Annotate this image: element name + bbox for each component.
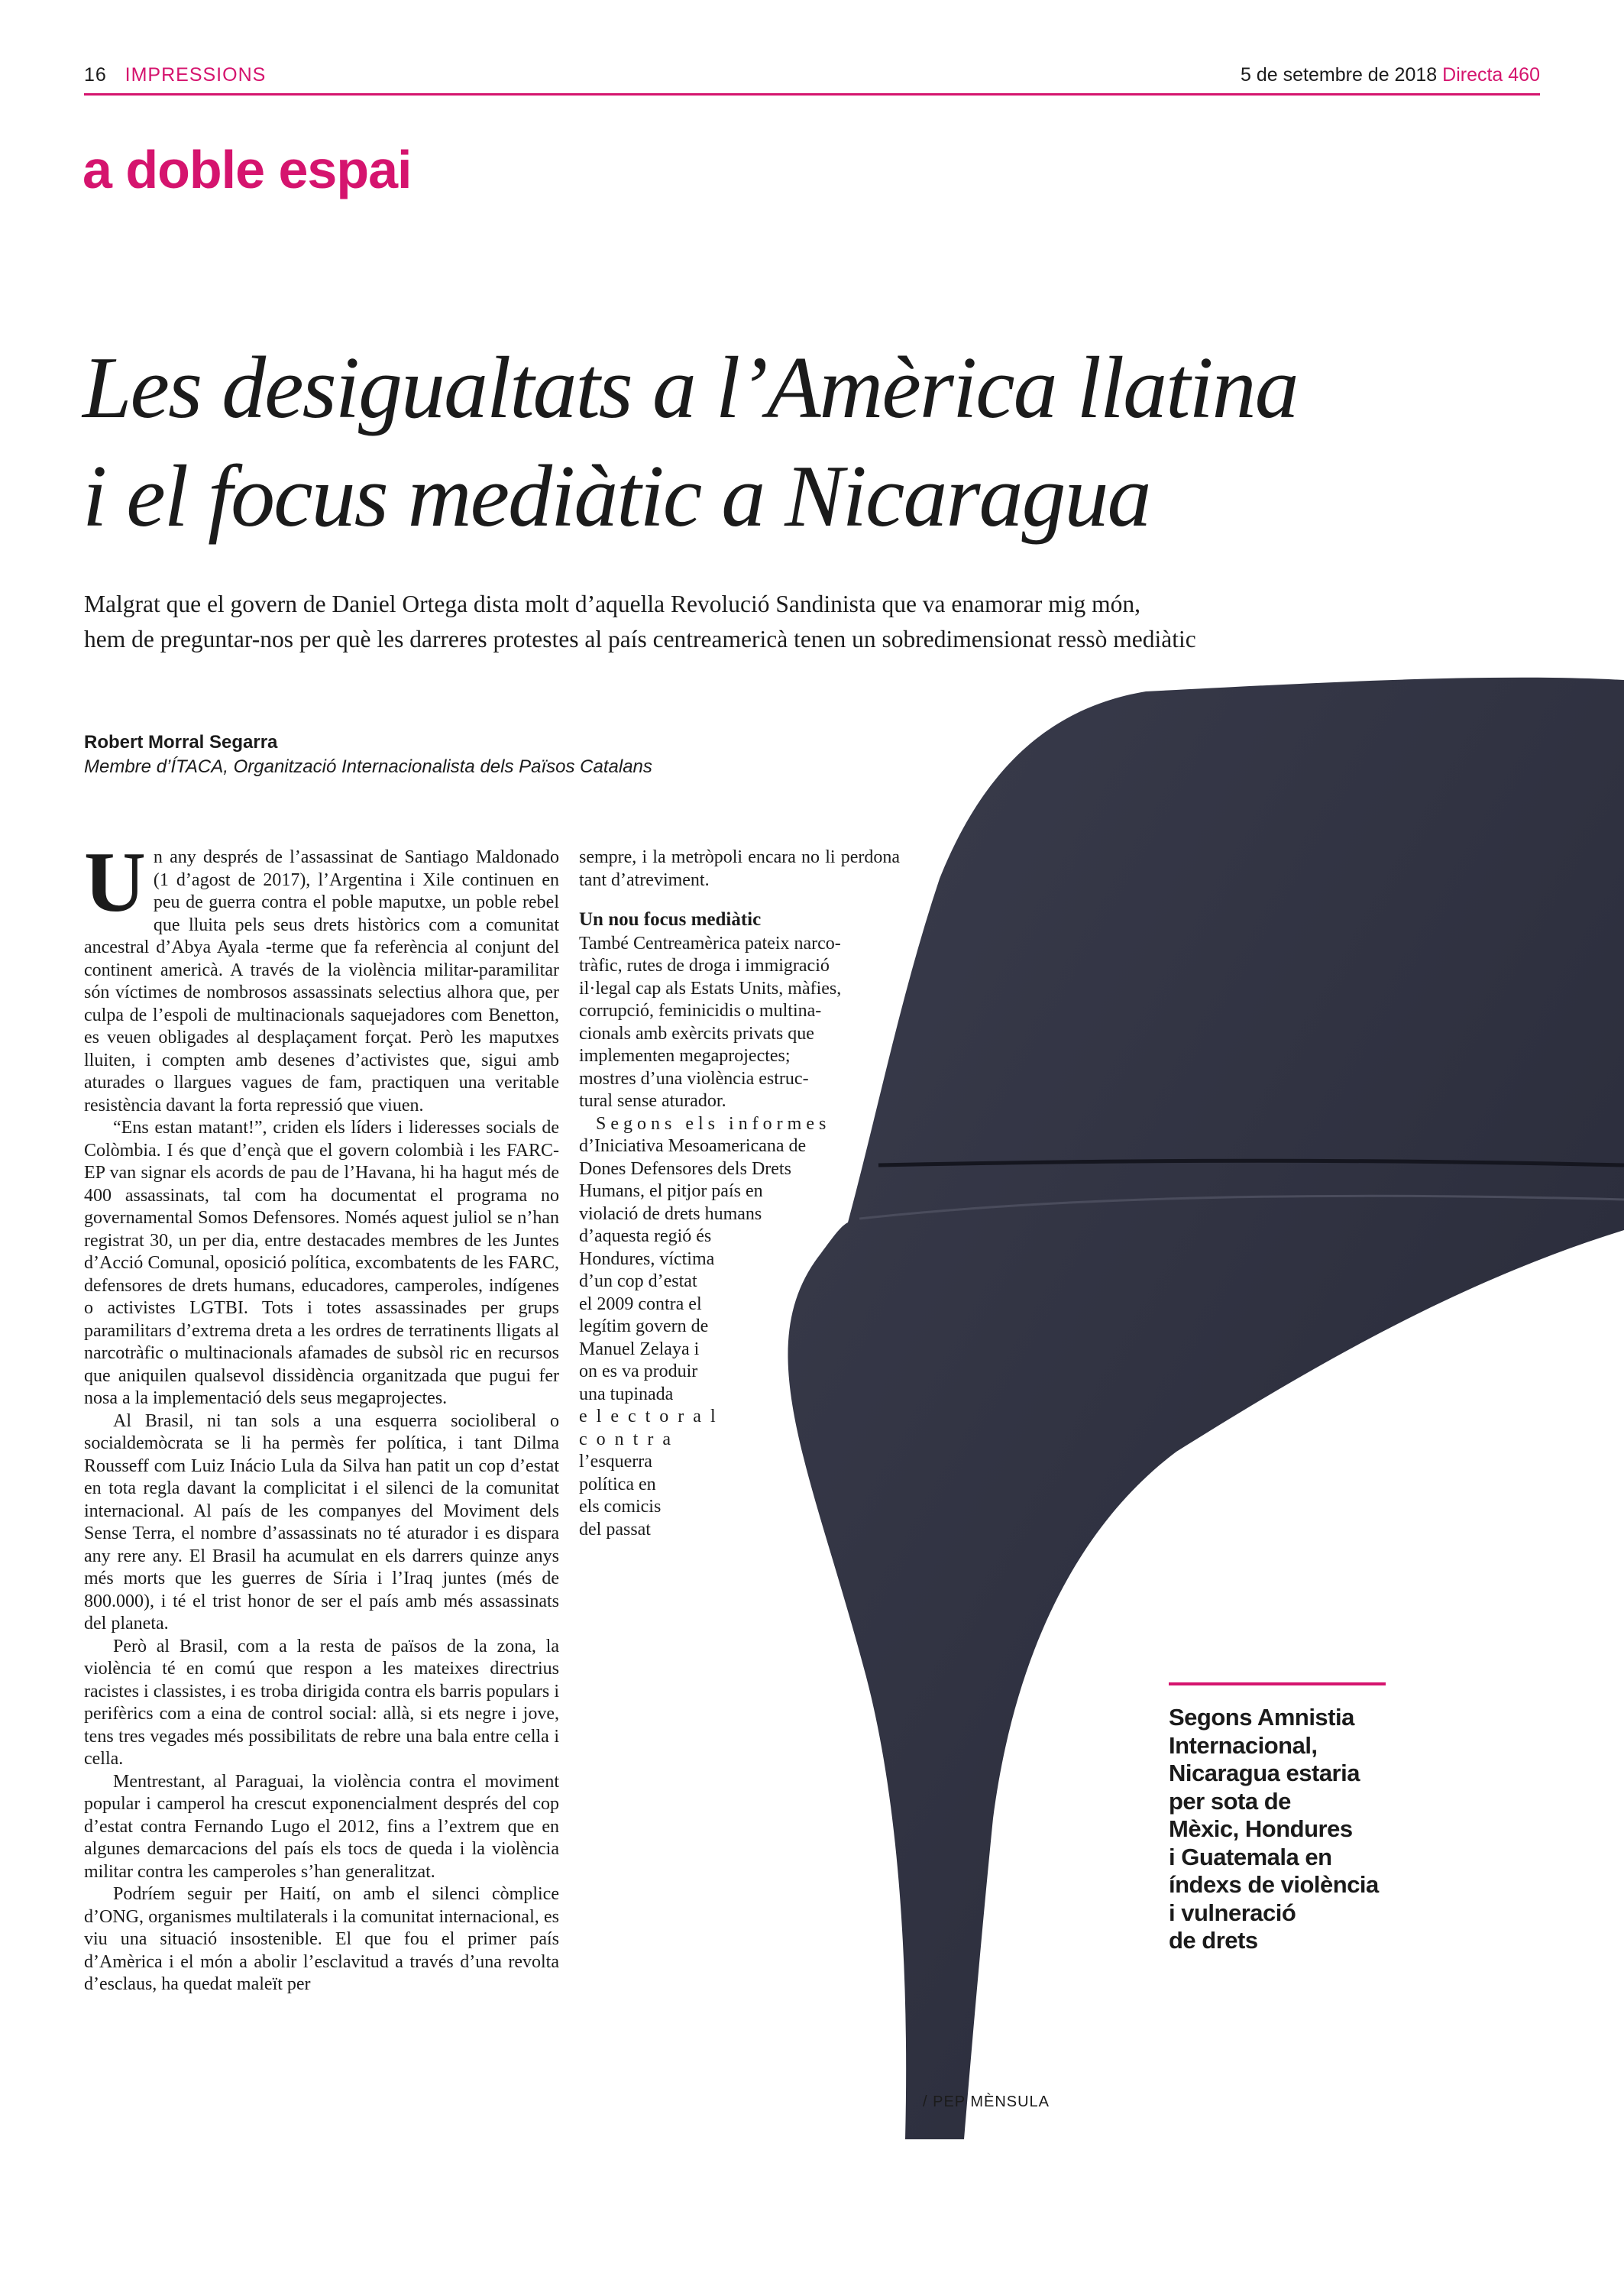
paragraph: Podríem seguir per Haití, on amb el silenci còmplice d’ONG, organismes multilaterals i la comunitat internacional, es viu una situació insostenible. El que fou el primer país d’Amèrica i el món a abolir l’esclavitud a través d’una revolta d’esclaus, ha quedat maleït per bbox=[84, 1884, 559, 1994]
subtitle bbox=[84, 587, 1535, 656]
text-line: Humans, el pitjor país en bbox=[579, 1181, 763, 1201]
text-line: Hondures, víctima bbox=[579, 1248, 715, 1269]
paragraph: “Ens estan matant!”, criden els líders i lideresses socials de Colòmbia. I és que d’ençà que el govern colombià i les FARC-EP van signar els acords de pau de l’Havana, hi ha hagut més de 400 assassinats, tal com ha documentat el programa no governamental Somos Defensores. Només aquest juliol se n’han registrat 30, un per dia, entre destacades membres de les Juntes d’Acció Comunal, oposició política, excombatents de les FARC, defensores de drets humans, educadores, camperoles, indígenes o activistes LGTBI. Tots i totes assassinades per grups paramilitars d’extrema dreta a les ordres de terratinents lligats al narcotràfic o multinacionals afamades de subsòl ric en recursos que aniquilen qualsevol dissidència organitzada que pugui fer nosa a la implementació dels seus megaprojectes. bbox=[84, 1118, 559, 1408]
subtitle-line-1: Malgrat que el govern de Daniel Ortega dista molt d’aquella Revolució Sandinista que va enamorar mig món, bbox=[84, 591, 1140, 617]
text-line: cionals amb exèrcits privats que bbox=[579, 1023, 814, 1044]
text-line: Segons Amnistia bbox=[1169, 1704, 1354, 1731]
paragraph: Però al Brasil, com a la resta de països de la zona, la violència té en comú que respon a les mateixes directrius racistes i classistes, i es troba dirigida contra els barris populars i perifèrics com a eina de control social: allà, si ets negre i jove, tens tres vegades més possibilitats de rebre una bala entre cella i cella. bbox=[84, 1636, 559, 1769]
text-line: i vulneració bbox=[1169, 1899, 1296, 1926]
section-name: IMPRESSIONS bbox=[125, 64, 267, 86]
page-number: 16 bbox=[84, 64, 107, 86]
text-line: per sota de bbox=[1169, 1787, 1291, 1815]
text-line: índexs de violència bbox=[1169, 1871, 1379, 1898]
text-line: Segons els informes bbox=[596, 1113, 831, 1134]
text-line: Nicaragua estaria bbox=[1169, 1760, 1360, 1786]
headline bbox=[82, 335, 1534, 551]
text-line: del passat bbox=[579, 1519, 651, 1540]
text-line: il·legal cap als Estats Units, màfies, bbox=[579, 978, 842, 999]
author-name: Robert Morral Segarra bbox=[84, 732, 278, 753]
text-line: tràfic, rutes de droga i immigració bbox=[579, 956, 830, 976]
paragraph bbox=[579, 933, 907, 1113]
pull-quote-rule bbox=[1169, 1682, 1386, 1685]
paragraph: Mentrestant, al Paraguai, la violència contra el moviment popular i camperol ha crescut exponencialment després del cop d’estat contra Fernando Lugo el 2012, fins a l’extrem que en algunes demarcacions del país els tocs de queda i la violència militar contra les camperoles s’han generalitzat. bbox=[84, 1771, 559, 1882]
text-line: Dones Defensores dels Drets bbox=[579, 1158, 791, 1179]
article-column-1 bbox=[84, 835, 559, 1996]
article-column-2 bbox=[579, 847, 907, 1541]
subheading: Un nou focus mediàtic bbox=[579, 909, 762, 930]
paragraph: Un any després de l’assassinat de Santiago Maldonado (1 d’agost de 2017), l’Argentina i Xile continuen en peu de guerra contra el poble maputxe, un poble rebel que lluita pels seus drets històrics com a comunitat ancestral d’Abya Ayala -terme que fa referència al conjunt del continent americà. A través de la violència militar-paramilitar són víctimes de nombrosos assassinats selectius alhora que, per culpa de l’espoli de multinacionals saquejadores com Benetton, es veuen obligades al desplaçament forçat. Però les maputxes lluiten, i compten amb desenes d’activistes que, sigui amb aturades o llargues vagues de fam, practiquen una veritable resistència davant la forta repressió que viuen. bbox=[84, 835, 559, 1115]
text-line: violació de drets humans bbox=[579, 1203, 762, 1224]
text-line: de drets bbox=[1169, 1927, 1258, 1954]
text-line: els comicis bbox=[579, 1497, 662, 1517]
text-line: implementen megaprojectes; bbox=[579, 1046, 791, 1066]
text-line: d’aquesta regió és bbox=[579, 1226, 712, 1246]
text-line: una tupinada bbox=[579, 1384, 674, 1404]
text-line: política en bbox=[579, 1474, 656, 1494]
drop-cap: U bbox=[84, 835, 146, 930]
text-line: contra bbox=[579, 1429, 680, 1449]
section-title: a doble espai bbox=[82, 140, 412, 199]
text-line: l’esquerra bbox=[579, 1452, 652, 1472]
text-line: tural sense aturador. bbox=[579, 1091, 726, 1111]
headline-line-1: Les desigualtats a l’Amèrica llatina bbox=[82, 339, 1298, 437]
pull-quote bbox=[1169, 1704, 1421, 1955]
subtitle-line-2: hem de preguntar-nos per què les darreres protestes al país centreamericà tenen un sobredimensionat ressò mediàtic bbox=[84, 625, 1196, 652]
paragraph: sempre, i la metròpoli encara no li perdona tant d’atreviment. bbox=[579, 847, 900, 890]
text-line: També Centreamèrica pateix narco- bbox=[579, 933, 841, 954]
text-line: corrupció, feminicidis o multina- bbox=[579, 1001, 822, 1021]
paragraph: Al Brasil, ni tan sols a una esquerra socioliberal o socialdemòcrata se li ha permès fer política, i tant Dilma Rousseff com Luiz Inácio Lula da Silva han patit un cop d’estat en tota regla davant la complicitat i el silenci de la comunitat internacional. Al país de les companyes del Moviment dels Sense Terra, el nombre d’assassinats no té aturador i es dispara any rere any. El Brasil ha acumulat en els darrers quinze anys més morts que les guerres de Síria i l’Iraq juntes (més de 800.000), i té el trist honor de ser el país amb més assassinats del planeta. bbox=[84, 1410, 559, 1634]
issue-date: 5 de setembre de 2018 bbox=[1241, 64, 1438, 86]
text-line: Internacional, bbox=[1169, 1731, 1318, 1759]
text-line: d’Iniciativa Mesoamericana de bbox=[579, 1136, 807, 1156]
text-line: Mèxic, Hondures bbox=[1169, 1815, 1353, 1842]
text-line: i Guatemala en bbox=[1169, 1843, 1332, 1870]
illustration-credit: / PEP MÈNSULA bbox=[923, 2093, 1050, 2110]
publication-name: Directa 460 bbox=[1442, 64, 1540, 86]
text-line: mostres d’una violència estruc- bbox=[579, 1068, 809, 1089]
paragraph bbox=[579, 1113, 907, 1542]
author-affiliation: Membre d’ÍTACA, Organització Internacionalista dels Països Catalans bbox=[84, 756, 652, 777]
text-line: Manuel Zelaya i bbox=[579, 1339, 700, 1359]
headline-line-2: i el focus mediàtic a Nicaragua bbox=[82, 447, 1150, 546]
text-line: el 2009 contra el bbox=[579, 1294, 702, 1314]
text-line: legítim govern de bbox=[579, 1316, 709, 1336]
text-line: d’un cop d’estat bbox=[579, 1271, 697, 1291]
text-line: electoral bbox=[579, 1407, 725, 1426]
text-line: on es va produir bbox=[579, 1362, 698, 1381]
